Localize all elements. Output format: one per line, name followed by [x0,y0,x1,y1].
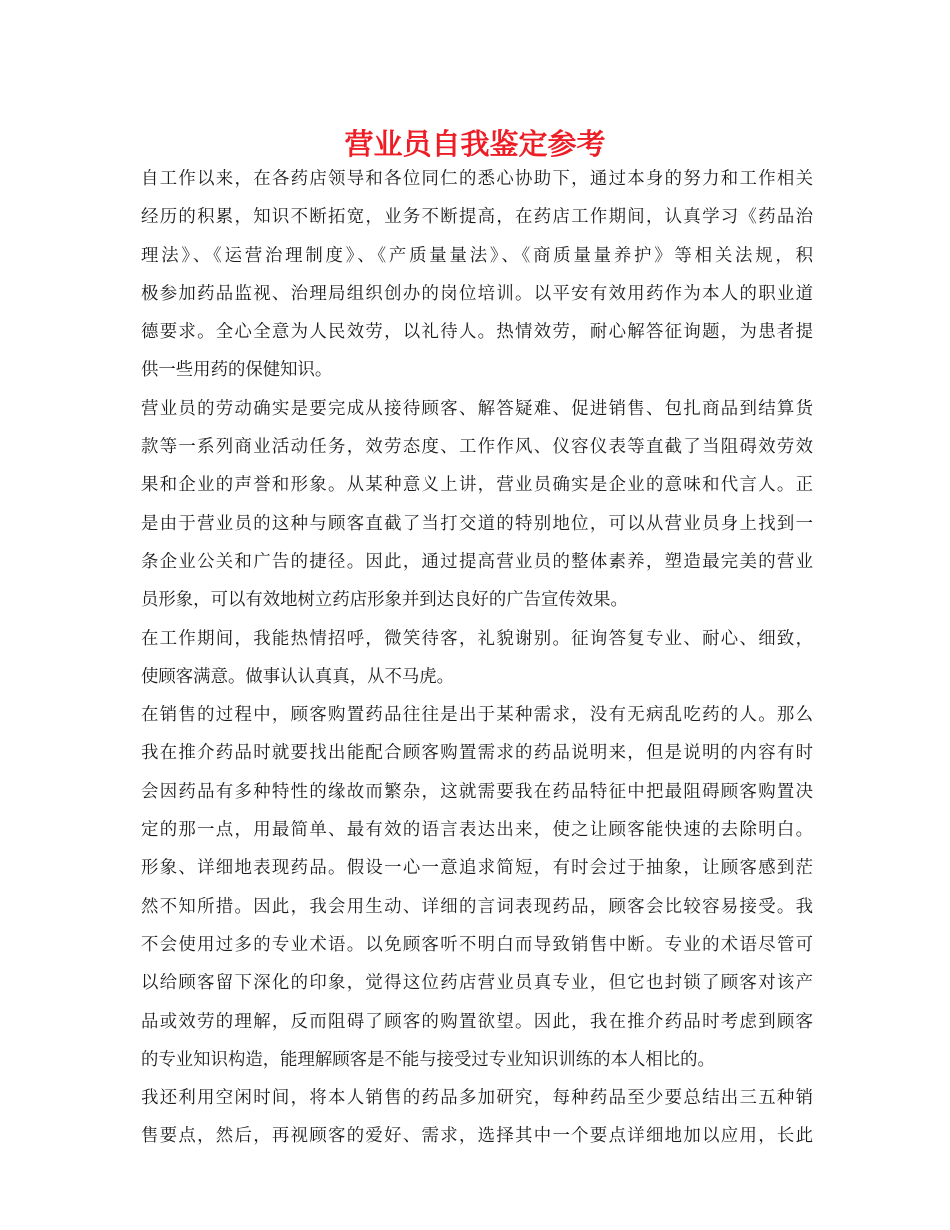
paragraph-4 [141,696,813,1079]
text-line: 会因药品有多种特性的缘故而繁杂，这就需要我在药品特征中把最阻碍顾客购置决 [141,781,813,802]
text-line: 条企业公关和广告的捷径。因此，通过提高营业员的整体素养，塑造最完美的营业 [141,551,813,572]
text-line: 供一些用药的保健知识。 [141,360,333,381]
text-line: 极参加药品监视、治理局组织创办的岗位培训。以平安有效用药作为本人的职业道 [141,283,813,304]
paragraph-1 [141,160,813,390]
text-line: 德要求。全心全意为人民效劳，以礼待人。热情效劳，耐心解答征询题，为患者提 [141,322,813,343]
text-line: 售要点，然后，再视顾客的爱好、需求，选择其中一个要点详细地加以应用，长此 [141,1126,813,1147]
paragraph-3 [141,620,813,697]
text-line: 不会使用过多的专业术语。以免顾客听不明白而导致销售中断。专业的术语尽管可 [141,934,813,955]
document-title: 营业员自我鉴定参考 [344,127,606,161]
text-line: 以给顾客留下深化的印象，觉得这位药店营业员真专业，但它也封锁了顾客对该产 [141,973,813,994]
text-line: 营业员的劳动确实是要完成从接待顾客、解答疑难、促进销售、包扎商品到结算货 [141,398,813,419]
text-line: 定的那一点，用最简单、最有效的语言表达出来，使之让顾客能快速的去除明白。 [141,820,813,841]
text-line: 员形象，可以有效地树立药店形象并到达良好的广告宣传效果。 [141,590,628,611]
text-line: 款等一系列商业活动任务，效劳态度、工作作风、仪容仪表等直截了当阻碍效劳效 [141,437,813,458]
text-line: 品或效劳的理解，反而阻碍了顾客的购置欲望。因此，我在推介药品时考虑到顾客 [141,1011,813,1032]
text-line: 使顾客满意。做事认认真真，从不马虎。 [141,666,455,687]
text-line: 我还利用空闲时间，将本人销售的药品多加研究，每种药品至少要总结出三五种销 [141,1088,813,1109]
text-line: 是由于营业员的这种与顾客直截了当打交道的特别地位，可以从营业员身上找到一 [141,513,813,534]
text-line: 然不知所措。因此，我会用生动、详细的言词表现药品，顾客会比较容易接受。我 [141,896,813,917]
text-line: 形象、详细地表现药品。假设一心一意追求简短，有时会过于抽象，让顾客感到茫 [141,858,813,879]
text-line: 果和企业的声誉和形象。从某种意义上讲，营业员确实是企业的意味和代言人。正 [141,475,813,496]
text-line: 在工作期间，我能热情招呼，微笑待客，礼貌谢别。征询答复专业、耐心、细致， [141,628,813,649]
text-line: 我在推介药品时就要找出能配合顾客购置需求的药品说明来，但是说明的内容有时 [141,743,813,764]
paragraph-5 [141,1079,813,1156]
text-line: 的专业知识构造，能理解顾客是不能与接受过专业知识训练的本人相比的。 [141,1049,715,1070]
text-line: 理法》、《运营治理制度》、《产质量量法》、《商质量量养护》等相关法规，积 [141,245,813,266]
paragraph-2 [141,390,813,620]
text-line: 经历的积累，知识不断拓宽，业务不断提高，在药店工作期间，认真学习《药品治 [141,207,813,228]
text-line: 在销售的过程中，顾客购置药品往往是出于某种需求，没有无病乱吃药的人。那么 [141,705,813,726]
document-body [141,160,813,1156]
text-line: 自工作以来，在各药店领导和各位同仁的悉心协助下，通过本身的努力和工作相关 [141,169,813,189]
